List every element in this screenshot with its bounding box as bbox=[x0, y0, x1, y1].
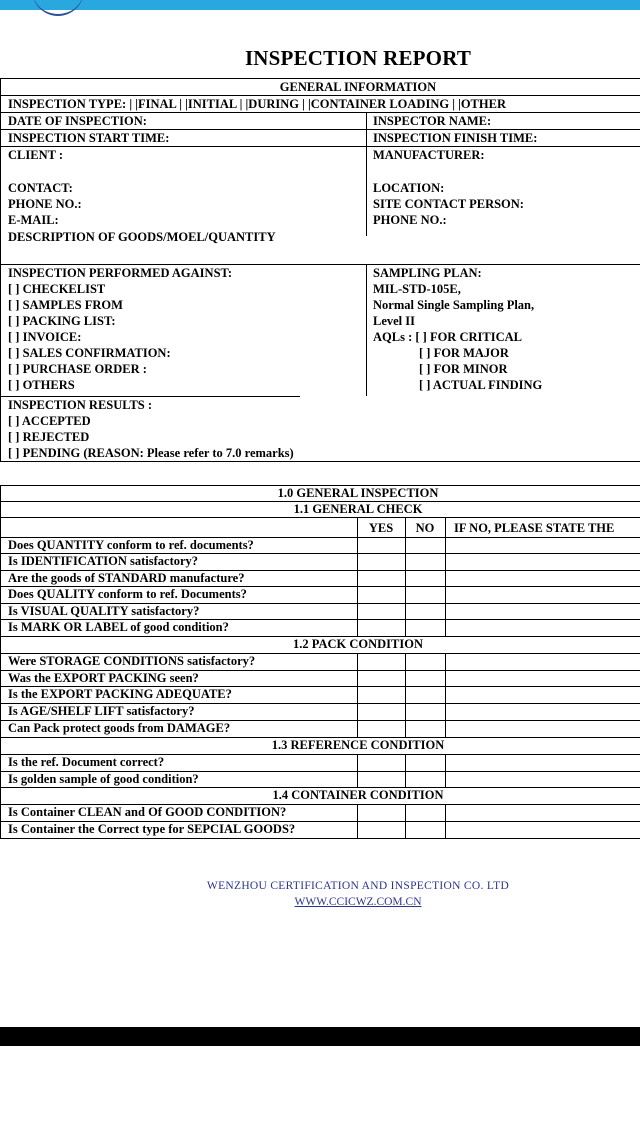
pack-row: Is the EXPORT PACKING ADEQUATE? bbox=[8, 687, 232, 701]
company-name: WENZHOU CERTIFICATION AND INSPECTION CO. LTD bbox=[206, 880, 510, 892]
finish-time-label: INSPECTION FINISH TIME: bbox=[373, 131, 538, 145]
site-contact-label: SITE CONTACT PERSON: bbox=[373, 197, 524, 211]
performed-item: [ ] OTHERS bbox=[8, 378, 75, 392]
date-of-inspection-label: DATE OF INSPECTION: bbox=[8, 114, 147, 128]
general-info-header: GENERAL INFORMATION bbox=[279, 80, 437, 94]
description-label: DESCRIPTION OF GOODS/MOEL/QUANTITY bbox=[8, 230, 276, 244]
pack-row: Is AGE/SHELF LIFT satisfactory? bbox=[8, 704, 195, 718]
email-label: E-MAIL: bbox=[8, 213, 59, 227]
aql-line: [ ] FOR MINOR bbox=[419, 362, 508, 376]
container-condition-header: 1.4 CONTAINER CONDITION bbox=[272, 788, 444, 802]
performed-against-header: INSPECTION PERFORMED AGAINST: bbox=[8, 266, 233, 280]
performed-item: [ ] PACKING LIST: bbox=[8, 314, 116, 328]
performed-item: [ ] PURCHASE ORDER : bbox=[8, 362, 147, 376]
inspection-type-line: INSPECTION TYPE: | |FINAL | |INITIAL | |DURING | |CONTAINER LOADING | |OTHER bbox=[8, 97, 506, 111]
location-label: LOCATION: bbox=[373, 181, 445, 195]
sampling-line: MIL-STD-105E, bbox=[373, 282, 461, 296]
result-item: [ ] PENDING (REASON: Please refer to 7.0 remarks) bbox=[8, 446, 294, 460]
general-check-header: 1.1 GENERAL CHECK bbox=[293, 502, 423, 516]
reference-condition-header: 1.3 REFERENCE CONDITION bbox=[271, 738, 445, 752]
general-inspection-table bbox=[0, 485, 640, 839]
pack-row: Were STORAGE CONDITIONS satisfactory? bbox=[8, 654, 256, 668]
site-phone-label: PHONE NO.: bbox=[373, 213, 447, 227]
contact-label: CONTACT: bbox=[8, 181, 73, 195]
sampling-plan-header: SAMPLING PLAN: bbox=[373, 266, 482, 280]
aql-line: [ ] ACTUAL FINDING bbox=[419, 378, 543, 392]
performed-item: [ ] SAMPLES FROM bbox=[8, 298, 123, 312]
check-row: Is IDENTIFICATION satisfactory? bbox=[8, 554, 199, 568]
performed-item: [ ] CHECKELIST bbox=[8, 282, 106, 296]
report-title: INSPECTION REPORT bbox=[244, 46, 472, 70]
container-row: Is Container CLEAN and Of GOOD CONDITION? bbox=[8, 805, 287, 819]
sampling-line: Normal Single Sampling Plan, bbox=[373, 298, 535, 312]
result-item: [ ] ACCEPTED bbox=[8, 414, 91, 428]
client-label: CLIENT : bbox=[8, 148, 63, 162]
check-row: Are the goods of STANDARD manufacture? bbox=[8, 571, 245, 585]
pack-row: Can Pack protect goods from DAMAGE? bbox=[8, 721, 231, 735]
performed-item: [ ] INVOICE: bbox=[8, 330, 82, 344]
sampling-line: Level II bbox=[373, 314, 416, 328]
performed-item: [ ] SALES CONFIRMATION: bbox=[8, 346, 171, 360]
phone-label: PHONE NO.: bbox=[8, 197, 82, 211]
check-row: Does QUANTITY conform to ref. documents? bbox=[8, 538, 254, 552]
start-time-label: INSPECTION START TIME: bbox=[8, 131, 170, 145]
app-logo-arc-icon bbox=[32, 0, 84, 16]
check-row: Does QUALITY conform to ref. Documents? bbox=[8, 587, 247, 601]
pack-row: Was the EXPORT PACKING seen? bbox=[8, 671, 199, 685]
general-information-section bbox=[0, 78, 640, 462]
company-website-link[interactable]: WWW.CCICWZ.COM.CN bbox=[294, 896, 422, 908]
result-item: [ ] REJECTED bbox=[8, 430, 90, 444]
bottom-black-bar bbox=[0, 1027, 640, 1046]
aql-line: [ ] FOR MAJOR bbox=[419, 346, 509, 360]
check-row: Is VISUAL QUALITY satisfactory? bbox=[8, 604, 200, 618]
check-row: Is MARK OR LABEL of good condition? bbox=[8, 620, 229, 634]
pack-condition-header: 1.2 PACK CONDITION bbox=[293, 637, 423, 651]
reason-column-header: IF NO, PLEASE STATE THE bbox=[454, 521, 615, 535]
general-inspection-header: 1.0 GENERAL INSPECTION bbox=[277, 486, 439, 500]
container-row: Is Container the Correct type for SEPCIAL GOODS? bbox=[8, 822, 296, 836]
inspector-name-label: INSPECTOR NAME: bbox=[373, 114, 492, 128]
reference-row: Is golden sample of good condition? bbox=[8, 772, 199, 786]
no-column-header: NO bbox=[415, 521, 435, 535]
top-status-bar bbox=[0, 0, 640, 10]
yes-column-header: YES bbox=[368, 521, 394, 535]
reference-row: Is the ref. Document correct? bbox=[8, 755, 165, 769]
aql-line: AQLs : [ ] FOR CRITICAL bbox=[373, 330, 522, 344]
manufacturer-label: MANUFACTURER: bbox=[373, 148, 485, 162]
inspection-results-header: INSPECTION RESULTS : bbox=[8, 398, 153, 412]
